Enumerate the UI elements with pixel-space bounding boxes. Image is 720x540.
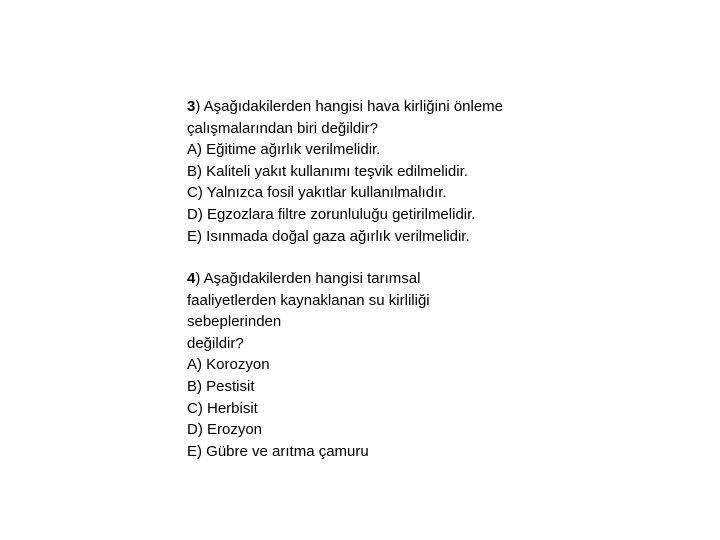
- question-3-number: 3: [187, 98, 196, 115]
- question-4-option-a: A) Korozyon: [187, 356, 270, 374]
- question-3-option-b: B) Kaliteli yakıt kullanımı teşvik edilmelidir.: [187, 162, 468, 180]
- question-4-option-d: D) Erozyon: [187, 421, 263, 439]
- question-3-option-c: C) Yalnızca fosil yakıtlar kullanılmalıdır.: [187, 184, 447, 202]
- question-3-stem-line-1: [187, 96, 503, 118]
- question-4-number: 4: [187, 270, 196, 287]
- question-3-stem-text-1: ) Aşağıdakilerden hangisi hava kirliğini önleme: [195, 98, 504, 115]
- question-4-option-e: E) Gübre ve arıtma çamuru: [187, 442, 369, 460]
- question-4-option-b: B) Pestisit: [187, 377, 255, 395]
- question-4: [187, 268, 430, 462]
- question-3-option-d: D) Egzozlara filtre zorunluluğu getirilmelidir.: [187, 205, 476, 223]
- question-3-stem-line-2: çalışmalarından biri değildir?: [187, 119, 378, 137]
- question-4-option-c: C) Herbisit: [187, 399, 258, 417]
- question-4-stem-line-1: [187, 268, 430, 290]
- question-3-option-a: A) Eğitime ağırlık verilmelidir.: [187, 141, 381, 159]
- question-3: [187, 96, 503, 247]
- question-3-option-e: E) Isınmada doğal gaza ağırlık verilmelidir.: [187, 227, 470, 245]
- question-4-stem-line-3: sebeplerinden: [187, 313, 282, 331]
- question-4-stem-line-2: faaliyetlerden kaynaklanan su kirliliği: [187, 291, 430, 309]
- question-4-stem-line-4: değildir?: [187, 334, 244, 352]
- question-4-stem-text-1: ) Aşağıdakilerden hangisi tarımsal: [195, 270, 421, 287]
